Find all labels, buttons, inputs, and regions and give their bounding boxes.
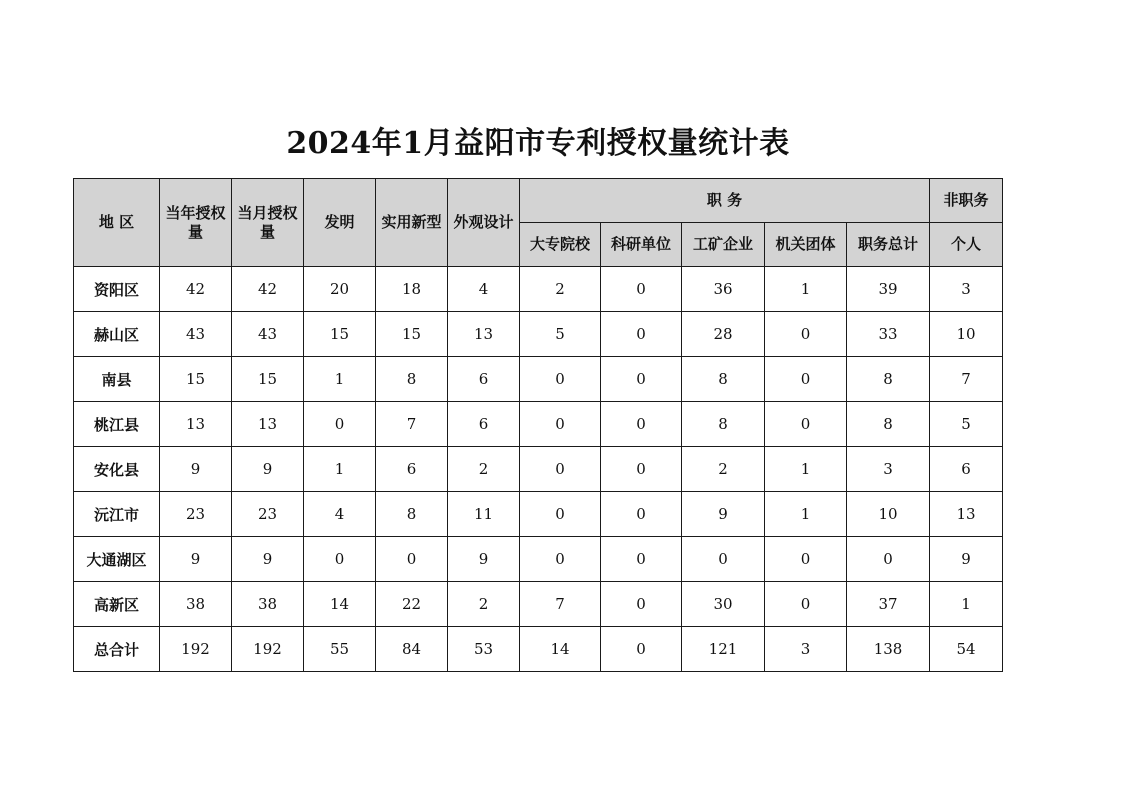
cell-university: 0 — [520, 357, 601, 402]
cell-invention: 14 — [304, 582, 376, 627]
cell-month-auth: 13 — [232, 402, 304, 447]
cell-enterprise: 0 — [682, 537, 765, 582]
cell-month-auth: 23 — [232, 492, 304, 537]
cell-year-auth: 23 — [160, 492, 232, 537]
cell-month-auth: 42 — [232, 267, 304, 312]
cell-enterprise: 2 — [682, 447, 765, 492]
cell-design: 4 — [448, 267, 520, 312]
cell-design: 53 — [448, 627, 520, 672]
cell-invention: 4 — [304, 492, 376, 537]
cell-university: 5 — [520, 312, 601, 357]
table-row — [74, 537, 1003, 582]
cell-design: 9 — [448, 537, 520, 582]
cell-utility: 84 — [376, 627, 448, 672]
cell-university: 0 — [520, 447, 601, 492]
cell-university: 0 — [520, 537, 601, 582]
cell-enterprise: 28 — [682, 312, 765, 357]
header-utility: 实用新型 — [376, 179, 448, 267]
cell-year-auth: 42 — [160, 267, 232, 312]
cell-design: 6 — [448, 357, 520, 402]
cell-service-total: 8 — [847, 402, 930, 447]
cell-design: 6 — [448, 402, 520, 447]
cell-invention: 15 — [304, 312, 376, 357]
cell-invention: 1 — [304, 357, 376, 402]
cell-design: 2 — [448, 582, 520, 627]
cell-service-total: 10 — [847, 492, 930, 537]
cell-agency: 3 — [765, 627, 847, 672]
header-row-top — [74, 179, 1003, 223]
header-individual: 个人 — [930, 223, 1003, 267]
cell-design: 13 — [448, 312, 520, 357]
cell-design: 11 — [448, 492, 520, 537]
cell-month-auth: 43 — [232, 312, 304, 357]
cell-service-total: 8 — [847, 357, 930, 402]
cell-service-total: 33 — [847, 312, 930, 357]
cell-research: 0 — [601, 537, 682, 582]
cell-utility: 15 — [376, 312, 448, 357]
cell-research: 0 — [601, 582, 682, 627]
cell-invention: 55 — [304, 627, 376, 672]
header-month-auth: 当月授权量 — [232, 179, 304, 267]
page-title: 2024年1月益阳市专利授权量统计表 — [286, 126, 790, 161]
cell-agency: 1 — [765, 492, 847, 537]
cell-individual: 7 — [930, 357, 1003, 402]
cell-individual: 3 — [930, 267, 1003, 312]
cell-region: 沅江市 — [74, 492, 160, 537]
cell-individual: 5 — [930, 402, 1003, 447]
header-year-auth: 当年授权量 — [160, 179, 232, 267]
table-row — [74, 582, 1003, 627]
header-research: 科研单位 — [601, 223, 682, 267]
cell-year-auth: 43 — [160, 312, 232, 357]
cell-design: 2 — [448, 447, 520, 492]
cell-research: 0 — [601, 267, 682, 312]
cell-individual: 9 — [930, 537, 1003, 582]
header-invention: 发明 — [304, 179, 376, 267]
cell-agency: 1 — [765, 267, 847, 312]
cell-region: 安化县 — [74, 447, 160, 492]
cell-invention: 0 — [304, 537, 376, 582]
cell-university: 2 — [520, 267, 601, 312]
table-row — [74, 267, 1003, 312]
cell-region: 南县 — [74, 357, 160, 402]
cell-year-auth: 9 — [160, 447, 232, 492]
cell-region: 大通湖区 — [74, 537, 160, 582]
header-university: 大专院校 — [520, 223, 601, 267]
cell-enterprise: 121 — [682, 627, 765, 672]
cell-service-total: 0 — [847, 537, 930, 582]
cell-invention: 0 — [304, 402, 376, 447]
cell-agency: 1 — [765, 447, 847, 492]
cell-region: 总合计 — [74, 627, 160, 672]
header-agency: 机关团体 — [765, 223, 847, 267]
cell-utility: 22 — [376, 582, 448, 627]
table-row — [74, 357, 1003, 402]
cell-utility: 0 — [376, 537, 448, 582]
cell-service-total: 39 — [847, 267, 930, 312]
cell-service-total: 138 — [847, 627, 930, 672]
table-row — [74, 627, 1003, 672]
table-row — [74, 402, 1003, 447]
cell-month-auth: 9 — [232, 447, 304, 492]
cell-enterprise: 8 — [682, 402, 765, 447]
header-non-service-group: 非职务 — [930, 179, 1003, 223]
cell-utility: 8 — [376, 492, 448, 537]
cell-service-total: 37 — [847, 582, 930, 627]
cell-individual: 54 — [930, 627, 1003, 672]
cell-university: 0 — [520, 402, 601, 447]
cell-enterprise: 36 — [682, 267, 765, 312]
table-row — [74, 312, 1003, 357]
cell-agency: 0 — [765, 357, 847, 402]
cell-enterprise: 30 — [682, 582, 765, 627]
cell-month-auth: 9 — [232, 537, 304, 582]
cell-research: 0 — [601, 447, 682, 492]
cell-research: 0 — [601, 357, 682, 402]
cell-research: 0 — [601, 492, 682, 537]
cell-service-total: 3 — [847, 447, 930, 492]
header-enterprise: 工矿企业 — [682, 223, 765, 267]
cell-invention: 20 — [304, 267, 376, 312]
header-service-total: 职务总计 — [847, 223, 930, 267]
cell-university: 7 — [520, 582, 601, 627]
cell-year-auth: 38 — [160, 582, 232, 627]
cell-region: 赫山区 — [74, 312, 160, 357]
cell-utility: 8 — [376, 357, 448, 402]
cell-utility: 18 — [376, 267, 448, 312]
cell-region: 高新区 — [74, 582, 160, 627]
table-header — [74, 179, 1003, 267]
table-row — [74, 447, 1003, 492]
table-row — [74, 492, 1003, 537]
cell-research: 0 — [601, 312, 682, 357]
cell-individual: 1 — [930, 582, 1003, 627]
cell-month-auth: 192 — [232, 627, 304, 672]
cell-region: 资阳区 — [74, 267, 160, 312]
cell-individual: 6 — [930, 447, 1003, 492]
patent-stats-table — [73, 178, 1003, 672]
header-service-group: 职 务 — [520, 179, 930, 223]
cell-individual: 13 — [930, 492, 1003, 537]
cell-enterprise: 9 — [682, 492, 765, 537]
cell-year-auth: 9 — [160, 537, 232, 582]
cell-research: 0 — [601, 627, 682, 672]
cell-research: 0 — [601, 402, 682, 447]
cell-year-auth: 15 — [160, 357, 232, 402]
cell-agency: 0 — [765, 312, 847, 357]
cell-year-auth: 13 — [160, 402, 232, 447]
cell-agency: 0 — [765, 402, 847, 447]
cell-individual: 10 — [930, 312, 1003, 357]
cell-month-auth: 38 — [232, 582, 304, 627]
header-design: 外观设计 — [448, 179, 520, 267]
table-body — [74, 267, 1003, 672]
cell-region: 桃江县 — [74, 402, 160, 447]
cell-university: 14 — [520, 627, 601, 672]
cell-utility: 7 — [376, 402, 448, 447]
cell-year-auth: 192 — [160, 627, 232, 672]
cell-university: 0 — [520, 492, 601, 537]
header-region: 地 区 — [74, 179, 160, 267]
cell-invention: 1 — [304, 447, 376, 492]
cell-agency: 0 — [765, 582, 847, 627]
cell-month-auth: 15 — [232, 357, 304, 402]
cell-agency: 0 — [765, 537, 847, 582]
cell-utility: 6 — [376, 447, 448, 492]
cell-enterprise: 8 — [682, 357, 765, 402]
